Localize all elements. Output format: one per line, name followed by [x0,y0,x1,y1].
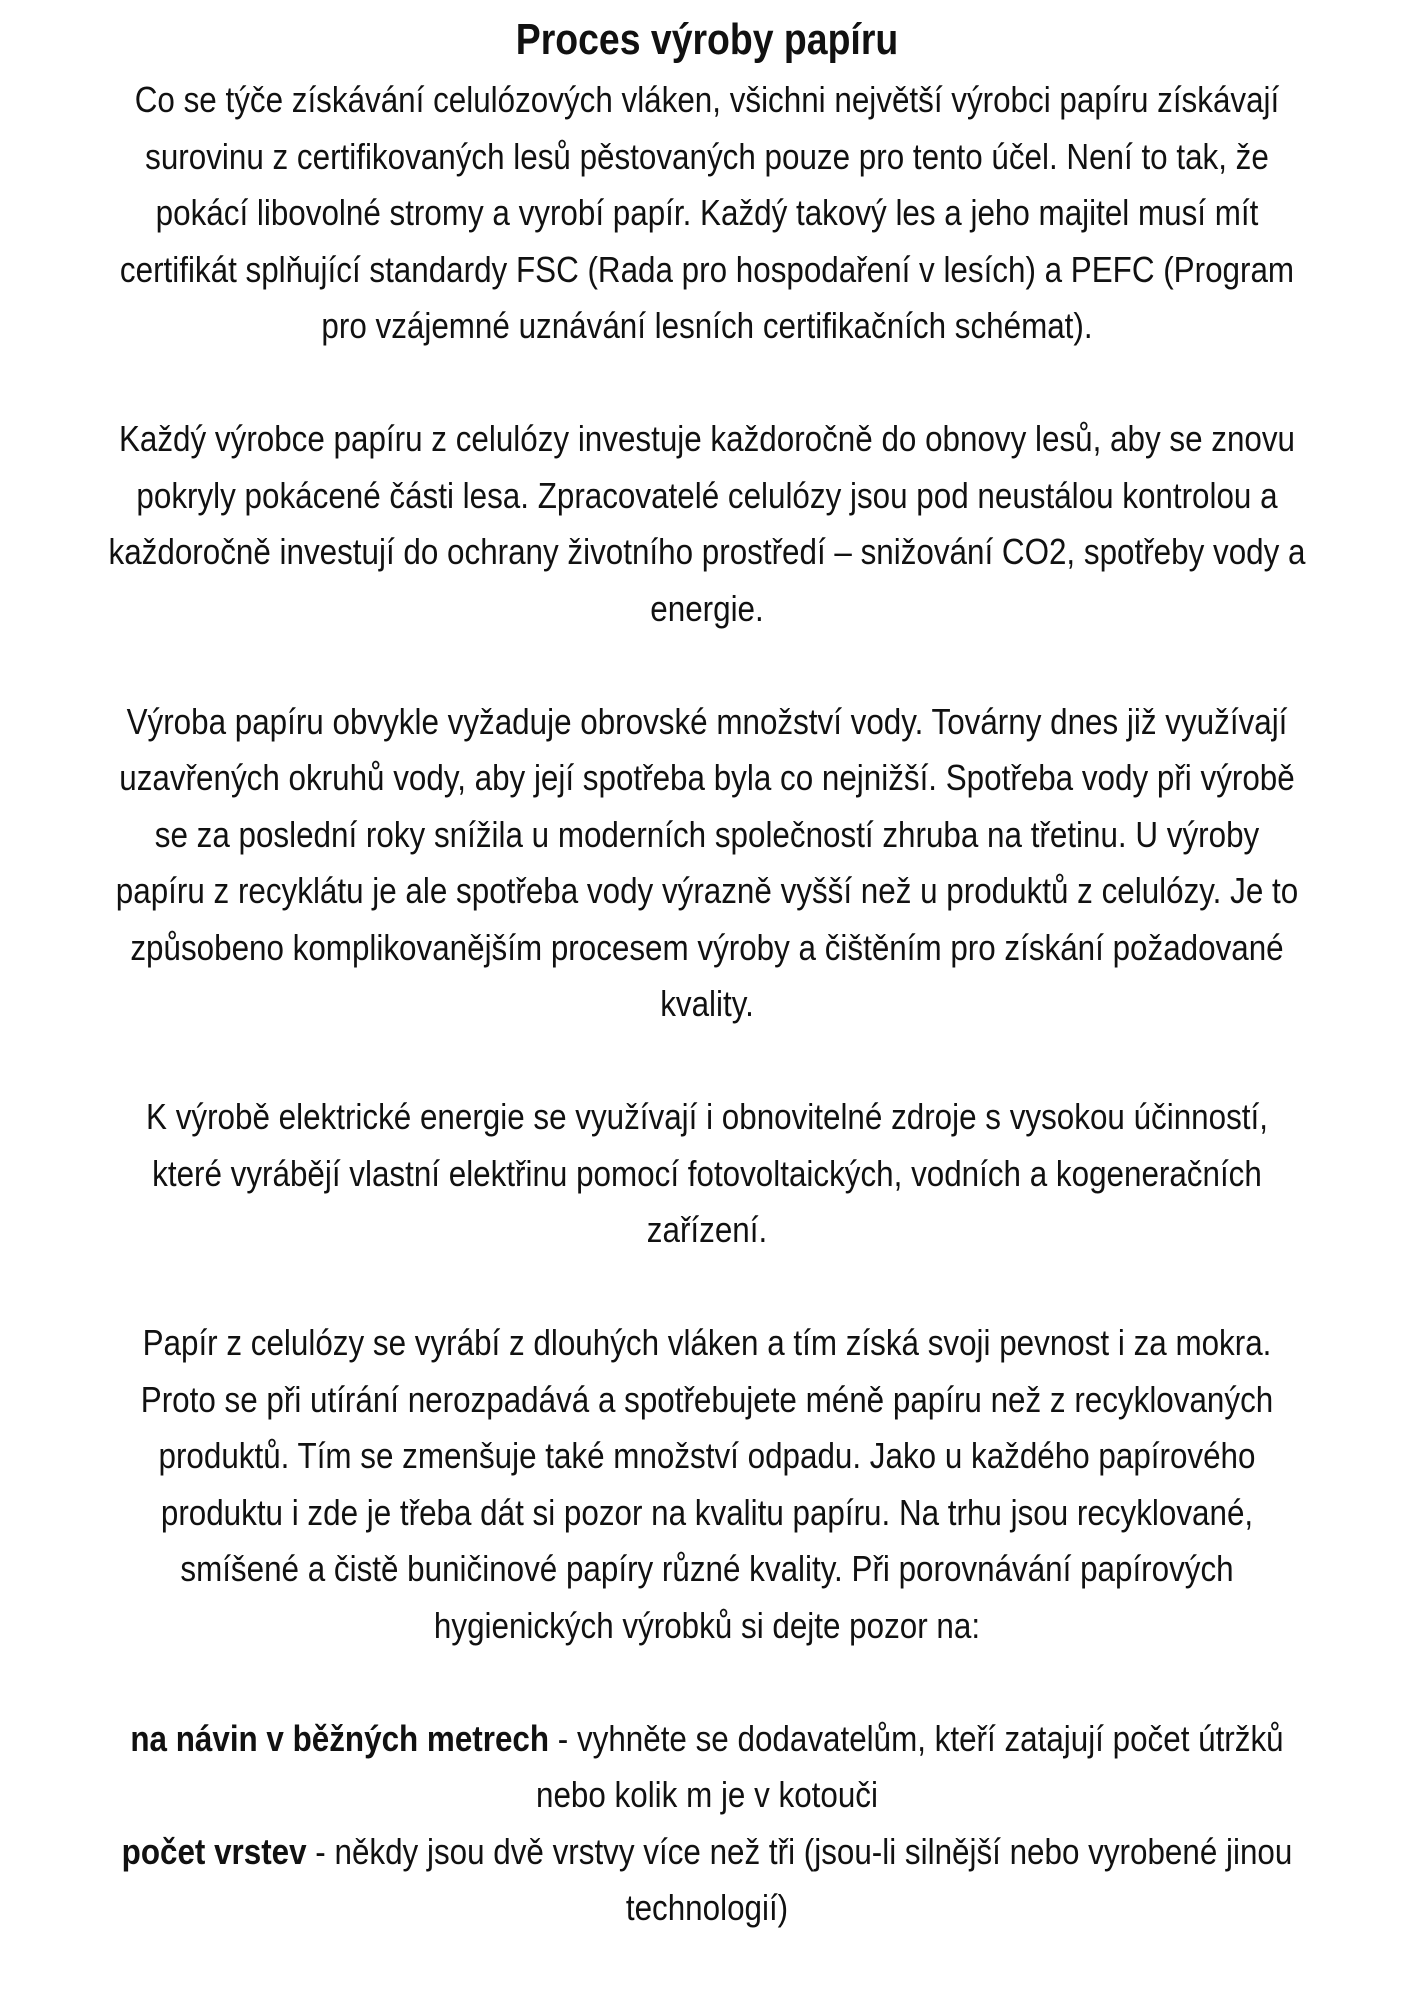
paragraph-renewable-energy: K výrobě elektrické energie se využívají i obnovitelné zdroje s vysokou účinností, které vyrábějí vlastní elektřinu pomocí fotovoltaických, vodních a kogeneračních zařízení. [146,1096,1268,1250]
document-title: Proces výroby papíru [515,15,899,64]
paragraph-celulose-sourcing: Co se týče získávání celulózových vláken, všichni největší výrobci papíru získávají surovinu z certifikovaných lesů pěstovaných pouze pro tento účel. Není to tak, že pokácí libovolné stromy a vyrobí papír. Každý takový les a jeho majitel musí mít certifikát splňující standardy FSC (Rada pro hospodaření v lesích) a PEFC (Program pro vzájemné uznávání lesních certifikačních schémat). [119,79,1295,346]
tip-term: počet vrstev [121,1830,307,1872]
tip-text: - vyhněte se dodavatelům, kteří zatajují počet útržků nebo kolik m je v kotouči [536,1717,1284,1815]
tip-term: na návin v běžných metrech [130,1717,550,1759]
tip-item [108,1824,1307,1937]
tip-item [108,1711,1307,1824]
paragraph-paper-quality: Papír z celulózy se vyrábí z dlouhých vláken a tím získá svoji pevnost i za mokra. Proto se při utírání nerozpadává a spotřebujete méně papíru než z recyklovaných produktů. Tím se zmenšuje také množství odpadu. Jako u každého papírového produktu i zde je třeba dát si pozor na kvalitu papíru. Na trhu jsou recyklované, smíšené a čistě buničinové papíry různé kvality. Při porovnávání papírových hygienických výrobků si dejte pozor na: [140,1322,1274,1646]
paragraph-forest-renewal: Každý výrobce papíru z celulózy investuje každoročně do obnovy lesů, aby se znovu pokryly pokácené části lesa. Zpracovatelé celulózy jsou pod neustálou kontrolou a každoročně investují do ochrany životního prostředí – snižování CO2, spotřeby vody a energie. [108,418,1306,629]
tip-text: - někdy jsou dvě vrstvy více než tři (jsou-li silnější nebo vyrobené jinou technologií) [306,1830,1293,1928]
tips-list [10,1711,1404,1937]
paragraph-water-consumption: Výroba papíru obvykle vyžaduje obrovské množství vody. Továrny dnes již využívají uzavřených okruhů vody, aby její spotřeba byla co nejnižší. Spotřeba vody při výrobě se za poslední roky snížila u moderních společností zhruba na třetinu. U výroby papíru z recyklátu je ale spotřeba vody výrazně vyšší než u produktů z celulózy. Je to způsobeno komplikovanějším procesem výroby a čištěním pro získání požadované kvality. [115,700,1299,1024]
